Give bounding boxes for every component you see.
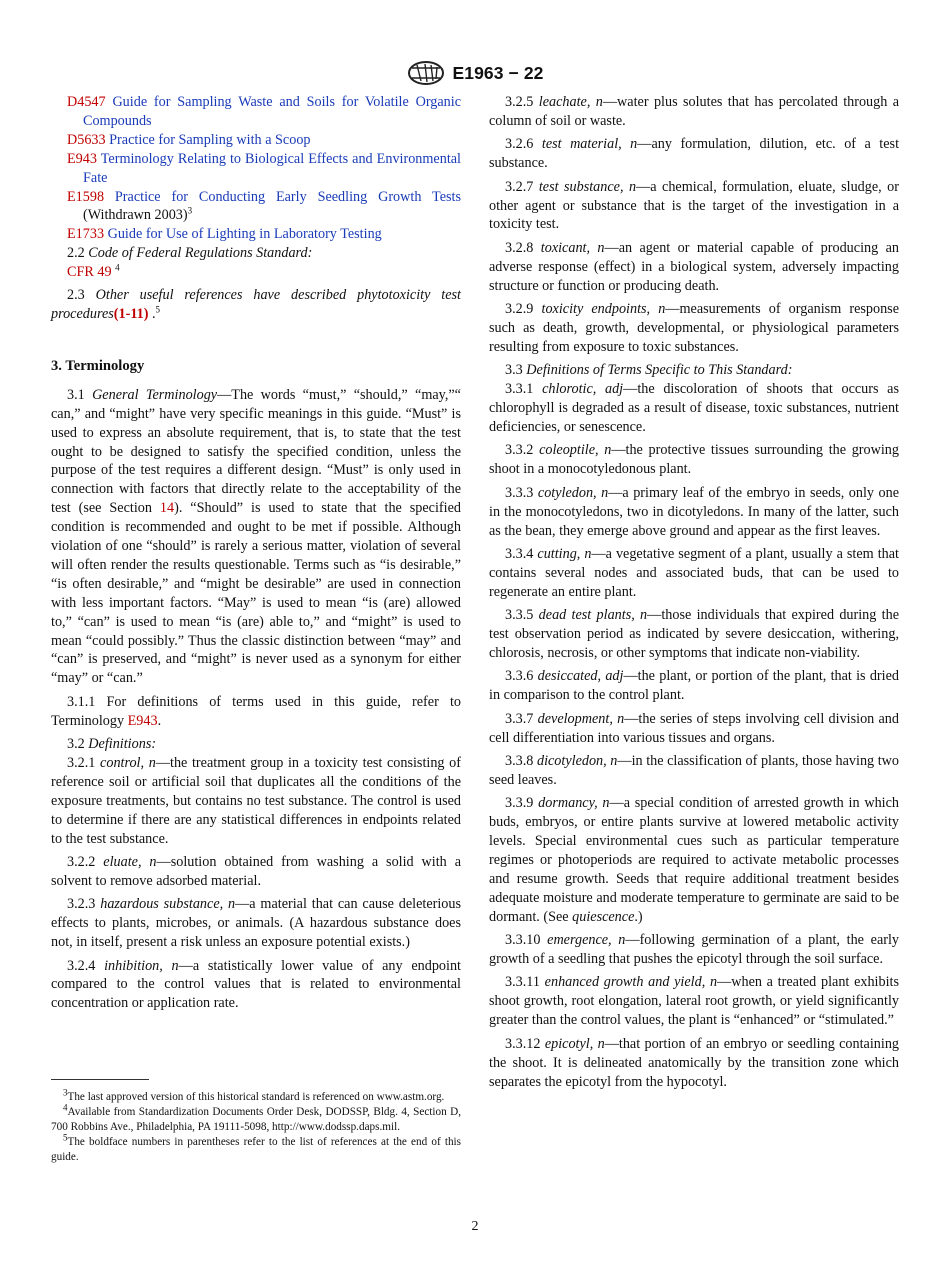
withdrawn-note: (Withdrawn 2003) (83, 207, 188, 224)
definition-text: —the discoloration of shoots that occurs as chlorophyll is degraded as a result of disease, toxic substances, nutrient deficiencies, or senescence. (489, 381, 900, 435)
definition-text: —when a treated plant exhibits shoot growth, root elongation, lateral root growth, or yield significantly greater than the control values, the plant is “enhanced” or “stimulated.” (489, 974, 899, 1029)
definition-3-3-6 (489, 667, 899, 705)
definition-number: 3.3.9 (505, 795, 534, 812)
references-link[interactable]: (1-11) (113, 305, 149, 322)
referenced-document (51, 131, 461, 150)
definition-term: emergence, n (547, 932, 626, 949)
definition-number: 3.3.7 (505, 710, 534, 727)
referenced-document (51, 188, 461, 226)
document-title-link[interactable]: Guide for Sampling Waste and Soils for Volatile Organic Compounds (83, 94, 462, 129)
section-3-1-1: 3.1.1 For definitions of terms used in this guide, refer to Terminology E943. (51, 693, 461, 729)
definition-3-3-10 (489, 931, 899, 969)
document-title-link[interactable]: Practice for Conducting Early Seedling Growth Tests (114, 188, 461, 205)
definition-number: 3.3.12 (505, 1035, 541, 1052)
definition-term: cutting, n (537, 545, 592, 562)
definition-term: leachate, n (538, 94, 603, 110)
section-14-link[interactable]: 14 (159, 500, 175, 517)
section-3-2: 3.2 Definitions: (67, 736, 157, 753)
definition-number: 3.3.8 (505, 753, 534, 769)
definition-text: —that portion of an embryo or seedling containing the shoot. It is delineated anatomically by the transition zone which separates the epicotyl from the hypocotyl. (489, 1035, 900, 1090)
definition-text: —a chemical, formulation, eluate, sludge, or other agent or substance that is the target of the investigation in a toxicity test. (489, 178, 899, 233)
definition-3-2-5 (489, 93, 899, 131)
definition-term: enhanced growth and yield, n (544, 974, 718, 991)
definition-3-2-9 (489, 300, 899, 357)
definition-text: —the protective tissues surrounding the growing shoot in a monocotyledonous plant. (489, 442, 899, 478)
definition-3-2-2 (51, 853, 461, 891)
left-column (51, 93, 461, 1018)
page-header (0, 58, 950, 88)
cfr-reference: CFR 49 $^4$ (67, 262, 120, 281)
definition-term: epicotyl, n (544, 1035, 605, 1052)
definition-number: 3.3.2 (505, 442, 534, 459)
definition-term: cotyledon, n (537, 484, 609, 501)
footnote-marker: 3 (187, 205, 193, 216)
definition-3-3-9 (489, 794, 899, 926)
footnote-text: The boldface numbers in parentheses refer to the list of references at the end of this guide. (51, 1136, 461, 1163)
definition-3-3-3 (489, 484, 899, 541)
section-2-2: 2.2 Code of Federal Regulations Standard: (67, 245, 313, 262)
definition-term: dead test plants, n (538, 607, 648, 624)
definition-term: coleoptile, n (539, 442, 612, 459)
definition-text: —a statistically lower value of any endpoint compared to the control values that is related to environmental concentration or application rate. (51, 957, 461, 1012)
definition-3-2-6 (489, 135, 899, 173)
referenced-document (51, 225, 461, 244)
definition-text: —a vegetative segment of a plant, usually a stem that contains several nodes and associated buds, that can be used to regenerate an entire plant. (489, 545, 899, 600)
definition-cross-ref: quiescence (572, 908, 635, 925)
definition-text: —solution obtained from washing a solid with a solvent to remove adsorbed material. (51, 854, 461, 889)
definition-number: 3.2.2 (67, 854, 96, 871)
page-number: 2 (471, 1219, 479, 1234)
definition-3-3-12 (489, 1035, 899, 1092)
definition-number: 3.3.11 (505, 974, 540, 991)
definition-term: hazardous substance, n (100, 896, 236, 913)
definition-term: development, n (537, 710, 625, 727)
document-title-link[interactable]: Guide for Use of Lighting in Laboratory Testing (107, 226, 382, 243)
definition-number: 3.2.5 (505, 94, 534, 110)
section-3-1: 3.1 General Terminology—The words “must,” “should,” “may,”“ can,” and “might” have very specific meanings in this guide. “Must” is used to express an absolute requirement, that is, to state that the test ought to be designed to satisfy the specified condition, unless the purpose of the test requires a different design. “Must” is only used in connection with factors that directly relate to the acceptability of the test (see Section 14). “Should” is used to state that the specified condition is recommended and ought to be met if possible. Although violation of one “should” is rarely a serious matter, violation of several will often render the results questionable. Terms such as “is desirable,” “is often desirable,” and “might be desirable” are used in connection with less important factors. “May” is used to mean “is (are) allowed to,” “can” is used to mean “is (are) able to,” and “might” is used to mean “could possibly.” Thus the classic distinction between “may” and “can” is preserved, and “might” is never used as a synonym for either “may” or “can.” (51, 386, 461, 687)
document-title-link[interactable]: Terminology Relating to Biological Effects and Environmental Fate (83, 150, 462, 186)
referenced-document (51, 93, 461, 131)
definition-number: 3.3.5 (505, 607, 534, 624)
definition-text: —in the classification of plants, those having two seed leaves. (489, 753, 900, 788)
definition-term: dicotyledon, n (536, 753, 618, 769)
referenced-documents-list (51, 93, 461, 244)
definition-number: 3.2.6 (505, 136, 534, 153)
definition-text: —following germination of a plant, the early growth of a seedling that pushes the epicotyl through the soil surface. (489, 932, 900, 968)
document-title-link[interactable]: Practice for Sampling with a Scoop (109, 131, 311, 148)
document-code-link[interactable]: E943 (67, 150, 97, 167)
definition-term: test material, n (541, 136, 638, 153)
footnote (51, 1087, 461, 1105)
definition-text: —any formulation, dilution, etc. of a test substance. (489, 136, 900, 172)
astm-logo-icon (406, 60, 446, 86)
footnote-rule (51, 1079, 149, 1080)
definition-3-2-1 (51, 754, 461, 849)
document-code-link[interactable]: E1598 (67, 188, 105, 205)
definition-3-2-4 (51, 957, 461, 1014)
section-2-3: 2.3 Other useful references have described phytotoxicity test procedures(1-11) .$^5$ (51, 287, 461, 322)
definition-number: 3.3.4 (505, 545, 534, 562)
definition-text: —a material that can cause deleterious effects to plants, microbes, or animals. (A hazardous substance does not, in itself, present a risk unless an exposure potential exists.) (51, 896, 461, 951)
document-code-link[interactable]: D4547 (67, 94, 106, 110)
definition-3-2-3 (51, 895, 461, 952)
definition-number: 3.2.3 (67, 896, 96, 913)
definition-number: 3.3.6 (505, 668, 534, 685)
definition-text: —the treatment group in a toxicity test consisting of reference soil or artificial soil that duplicates all the conditions of the exposure treatments, but contains no test substance. The control is used to determine if there are any statistical differences in endpoints related to the test substance. (51, 755, 462, 847)
definition-term: control, n (100, 755, 156, 771)
definition-number: 3.3.1 (505, 381, 534, 398)
footnote-number: 4 (63, 1102, 68, 1113)
e943-link[interactable]: E943 (127, 712, 158, 729)
definition-term: chlorotic, adj (542, 381, 624, 398)
definition-3-3-5 (489, 606, 899, 663)
definition-3-2-7 (489, 178, 899, 235)
footnotes (51, 1087, 461, 1165)
footnote (51, 1102, 461, 1135)
definition-text: —an agent or material capable of producing an adverse response (effect) in a biological system, adversely impacting structure or function or producing death. (489, 239, 899, 294)
definition-3-3-2 (489, 441, 899, 479)
definition-after: .) (634, 908, 643, 925)
definition-text: —those individuals that expired during the test observation period as indicated by severe desiccation, withering, chlorosis, necrosis, or other symptoms that indicate non-viability. (489, 607, 899, 661)
definition-number: 3.2.4 (67, 957, 96, 974)
definition-3-3-4 (489, 545, 899, 602)
definition-3-3-8 (489, 752, 899, 790)
section-3-3: 3.3 Definitions of Terms Specific to This Standard: (505, 362, 793, 379)
terminology-heading: 3. Terminology (51, 357, 145, 374)
definition-text: —a primary leaf of the embryo in seeds, only one in the monocotyledons, two in dicotyledons. In many of the latter, such as the bean, they emerge above ground and appear as the first leaves. (489, 484, 899, 539)
document-code-link[interactable]: E1733 (67, 226, 105, 243)
definition-text: —the series of steps involving cell division and cell differentiation into various tissues and organs. (489, 710, 899, 746)
definition-3-3-7 (489, 710, 899, 748)
footnote-number: 5 (63, 1132, 68, 1143)
definition-term: dormancy, n (538, 795, 610, 812)
cfr-link[interactable]: CFR 49 (67, 264, 112, 281)
definition-number: 3.2.7 (505, 178, 534, 195)
definitions-3-2-right (489, 93, 899, 357)
definitions-3-2-left (51, 754, 461, 1013)
definition-text: —measurements of organism response such as death, growth, developmental, or physiological parameters resulting from exposure to toxic substances. (489, 301, 899, 355)
definition-text: —a special condition of arrested growth in which buds, embryos, or entire plants survive at lowered metabolic activity levels. Special environmental cues such as particular temperature regimes or photoperiods are required to activate metabolic processes and resume growth. Seeds that require additional treatment besides adequate moisture and moderate temperature to germinate are said to be dormant. (See (489, 795, 900, 925)
definition-number: 3.2.1 (67, 755, 96, 771)
definition-number: 3.2.9 (505, 301, 534, 318)
footnote-text: Available from Standardization Documents Order Desk, DODSSP, Bldg. 4, Section D, 700 Robbins Ave., Philadelphia, PA 19111-5098, http://www.dodssp.daps.mil. (51, 1106, 461, 1133)
footnote (51, 1132, 461, 1165)
definition-term: toxicant, n (540, 239, 605, 256)
definition-number: 3.2.8 (505, 239, 534, 256)
definition-text: —water plus solutes that has percolated through a column of soil or waste. (489, 94, 900, 129)
definition-3-3-11 (489, 973, 899, 1030)
definition-term: inhibition, n (104, 957, 179, 974)
definition-text: —the plant, or portion of the plant, that is dried in comparison to the control plant. (489, 668, 899, 704)
definition-number: 3.3.3 (505, 484, 534, 501)
definition-term: eluate, n (103, 854, 157, 871)
document-code-link[interactable]: D5633 (67, 131, 106, 148)
right-column (489, 93, 899, 1096)
standard-designation: E1963 − 22 (452, 62, 544, 83)
referenced-document (51, 150, 461, 188)
definition-3-3-1 (489, 380, 899, 437)
footnote-text: The last approved version of this historical standard is referenced on www.astm.org. (67, 1091, 445, 1103)
footnote-number: 3 (63, 1087, 68, 1098)
definition-number: 3.3.10 (505, 932, 541, 949)
definition-term: test substance, n (538, 178, 637, 195)
definition-term: desiccated, adj (537, 668, 624, 685)
definition-term: toxicity endpoints, n (541, 301, 666, 318)
definitions-3-3 (489, 380, 899, 1091)
definition-3-2-8 (489, 239, 899, 296)
